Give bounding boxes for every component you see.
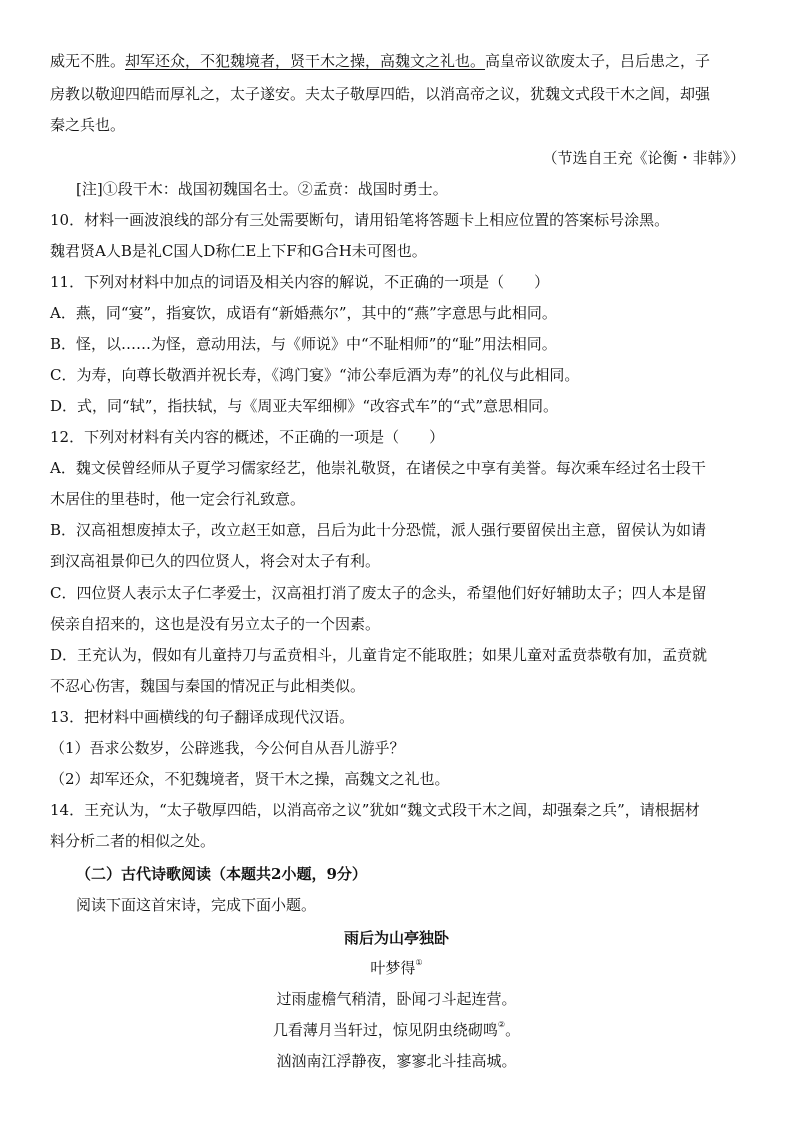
question-12: 12．下列对材料有关内容的概述，不正确的一项是（ ） (50, 428, 445, 446)
poem-author (0, 957, 793, 979)
option-12-a-line-1: A．魏文侯曾经师从子夏学习儒家经艺，他崇礼敬贤，在诸侯之中享有美誉。每次乘车经过名士段干 (50, 459, 706, 477)
passage-source: （节选自王充《论衡・非韩》） (542, 149, 745, 167)
option-12-b-line-1: B．汉高祖想废掉太子，改立赵王如意，吕后为此十分恐慌，派人强行要留侯出主意，留侯认为如请 (50, 521, 707, 539)
question-13-part-1: （1）吾求公数岁，公辟逃我，今公何自从吾儿游乎？ (50, 739, 405, 757)
question-13-part-2: （2）却军还众，不犯魏境者，贤干木之操，高魏文之礼也。 (50, 770, 450, 788)
question-10-text: 魏君贤A人B是礼C国人D称仁E上下F和G合H未可图也。 (50, 242, 427, 260)
option-12-b-line-2: 到汉高祖景仰已久的四位贤人，将会对太子有利。 (50, 552, 381, 570)
question-10: 10．材料一画波浪线的部分有三处需要断句，请用铅笔将答题卡上相应位置的答案标号涂黑。 (50, 211, 670, 229)
poem-line-2 (0, 1019, 793, 1041)
passage-notes: [注]①段干木：战国初魏国名士。②孟贲：战国时勇士。 (76, 180, 448, 198)
underlined-sentence: 却军还众，不犯魏境者，贤干木之操，高魏文之礼也。 (125, 52, 486, 70)
question-14-line-1: 14．王充认为，“太子敬厚四皓，以消高帝之议”犹如“魏文式段干木之闾，却强秦之兵”，请根据材 (50, 801, 700, 819)
poem-line-3: 汹汹南江浮静夜，寥寥北斗挂高城。 (276, 1052, 517, 1070)
footnote-marker: ② (497, 1020, 506, 1029)
passage-line-2: 房教以敬迎四皓而厚礼之，太子遂安。夫太子敬厚四皓，以消高帝之议，犹魏文式段干木之闾，却强 (50, 85, 711, 103)
option-12-d-line-2: 不忍心伤害，魏国与秦国的情况正与此相类似。 (50, 677, 366, 695)
option-11-c: C．为寿，向尊长敬酒并祝长寿，《鸿门宴》“沛公奉卮酒为寿”的礼仪与此相同。 (50, 366, 580, 384)
option-11-a: A．燕，同“宴”，指宴饮，成语有“新婚燕尔”，其中的“燕”字意思与此相同。 (50, 304, 557, 322)
option-12-d-line-1: D．王充认为，假如有儿童持刀与孟贲相斗，儿童肯定不能取胜；如果儿童对孟贲恭敬有加，孟贲就 (50, 646, 708, 664)
poem-line-2-punct: 。 (505, 1021, 521, 1039)
poem-title: 雨后为山亭独卧 (343, 929, 449, 947)
question-11: 11．下列对材料中加点的词语及相关内容的解说，不正确的一项是（ ） (50, 273, 550, 291)
poem-line-2-text: 几看薄月当轩过，惊见阴虫绕砌鸣 (272, 1021, 498, 1039)
option-12-a-line-2: 木居住的里巷时，他一定会行礼致意。 (50, 490, 306, 508)
section-heading: （二）古代诗歌阅读（本题共2小题，9分） (76, 865, 367, 883)
option-12-c-line-2: 侯亲自招来的，这也是没有另立太子的一个因素。 (50, 615, 381, 633)
section-intro: 阅读下面这首宋诗，完成下面小题。 (76, 896, 317, 914)
passage-text: 威无不胜。 (50, 52, 126, 70)
question-14-line-2: 料分析二者的相似之处。 (50, 832, 216, 850)
footnote-marker: ① (415, 958, 423, 967)
option-12-c-line-1: C．四位贤人表示太子仁孝爱士，汉高祖打消了废太子的念头，希望他们好好辅助太子；四人本是留 (50, 584, 707, 602)
option-11-d: D．式，同“轼”，指扶轼，与《周亚夫军细柳》“改容式车”的“式”意思相同。 (50, 397, 559, 415)
passage-text: 高皇帝议欲废太子，吕后患之，子 (485, 52, 711, 70)
passage-line-1 (50, 50, 750, 72)
poem-line-1: 过雨虚檐气稍清，卧闻刁斗起连营。 (276, 990, 517, 1008)
poem-author-name: 叶梦得 (370, 959, 416, 977)
question-13: 13．把材料中画横线的句子翻译成现代汉语。 (50, 708, 355, 726)
option-11-b: B．怪，以……为怪，意动用法，与《师说》中“不耻相师”的“耻”用法相同。 (50, 335, 557, 353)
passage-line-3: 秦之兵也。 (50, 116, 126, 134)
